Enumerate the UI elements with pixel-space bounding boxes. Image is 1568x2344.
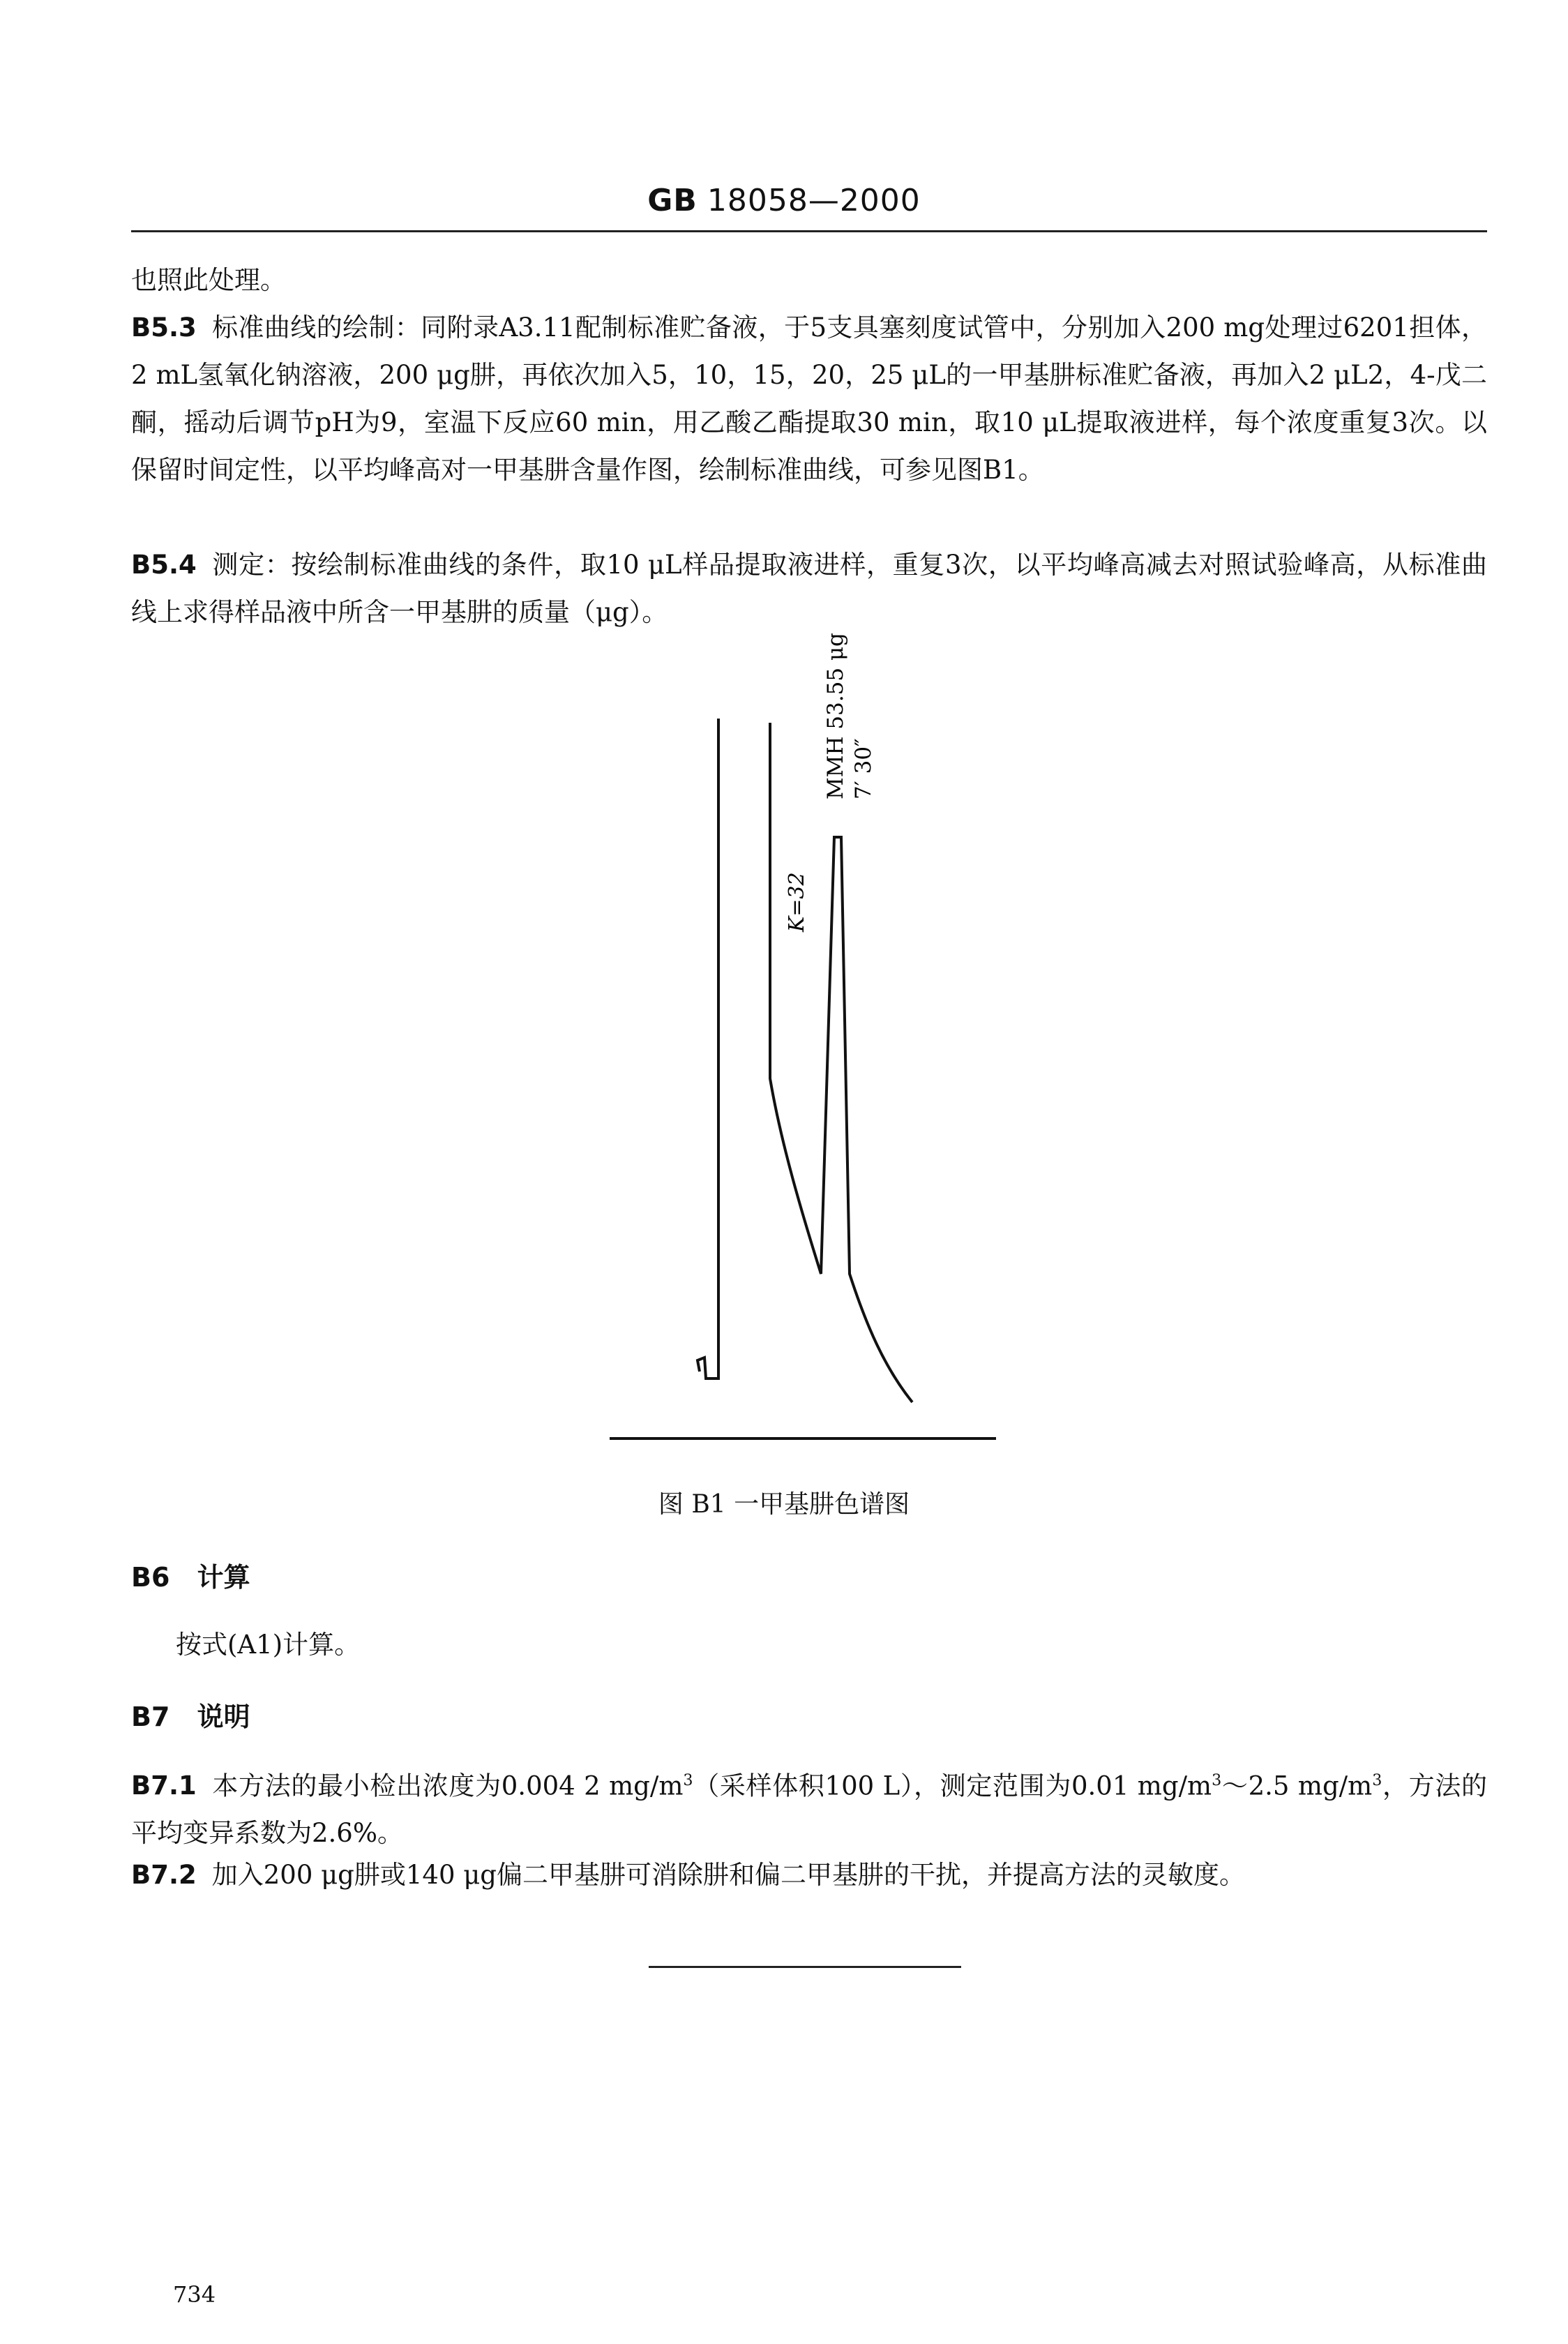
continuation-text: 也照此处理。 [131, 265, 286, 295]
paragraph-continuation [131, 257, 1487, 304]
paragraph-b5-3 [131, 304, 1487, 494]
section-label-b7: B7 [131, 1701, 170, 1732]
clause-text-b7-2: 加入200 μg肼或140 μg偏二甲基肼可消除肼和偏二甲基肼的干扰，并提高方法的灵敏度。 [211, 1860, 1245, 1890]
superscript-3: 3 [683, 1771, 693, 1789]
b7-1-text-b: （采样体积100 L），测定范围为0.01 mg/m [693, 1771, 1212, 1801]
clause-text-b5-3: 标准曲线的绘制：同附录A3.11配制标准贮备液，于5支具塞刻度试管中，分别加入200 mg处理过6201担体，2 mL氢氧化钠溶液，200 μg肼，再依次加入5，10，15，20，25 μL的一甲基肼标准贮备液，再加入2 μL2，4-戊二酮，摇动后调节pH为9，室温下反应60 min，用乙酸乙酯提取30 min，取10 μL提取液进样，每个浓度重复3次。以保留时间定性，以平均峰高对一甲基肼含量作图，绘制标准曲线，可参见图B1。 [131, 313, 1487, 485]
paragraph-b5-4 [131, 541, 1487, 636]
chromatogram-trace [770, 723, 912, 1402]
clause-text-b5-4: 测定：按绘制标准曲线的条件，取10 μL样品提取液进样，重复3次，以平均峰高减去对照试验峰高，从标准曲线上求得样品液中所含一甲基肼的质量（μg）。 [131, 550, 1487, 627]
clause-label-b5-4: B5.4 [131, 550, 197, 580]
figure-caption: 图 B1 一甲基肼色谱图 [658, 1490, 910, 1519]
clause-label-b5-3: B5.3 [131, 313, 197, 343]
clause-label-b7-2: B7.2 [131, 1860, 197, 1890]
superscript-3: 3 [1212, 1771, 1222, 1789]
superscript-3: 3 [1372, 1771, 1382, 1789]
b7-1-text-d: ，方法的平均变异系数为2.6%。 [131, 1771, 1487, 1849]
clause-label-b7-1: B7.1 [131, 1771, 197, 1801]
paragraph-b7-2 [131, 1851, 1487, 1899]
injection-trace [698, 719, 718, 1378]
peak-label: MMH 53.55 μg [823, 633, 848, 799]
section-label-b6: B6 [131, 1562, 170, 1593]
retention-time-label: 7′ 30″ [851, 738, 876, 799]
standard-prefix: GB [647, 183, 698, 218]
header-rule [131, 230, 1487, 232]
page-number: 734 [173, 2281, 216, 2308]
b6-text: 按式(A1)计算。 [176, 1630, 361, 1660]
b7-1-text-a: 本方法的最小检出浓度为0.004 2 mg/m [211, 1771, 684, 1801]
b7-1-text-c: ～2.5 mg/m [1221, 1771, 1373, 1801]
section-heading-b7 [131, 1695, 250, 1734]
section-heading-b6 [131, 1556, 250, 1594]
paragraph-b7-1 [131, 1757, 1487, 1857]
page-header [0, 183, 1568, 218]
attenuation-label: K=32 [785, 872, 809, 932]
section-title-b7: 说明 [197, 1701, 250, 1732]
section-title-b6: 计算 [197, 1562, 250, 1593]
end-rule [649, 1966, 961, 1968]
standard-number: 18058—2000 [707, 183, 921, 218]
paragraph-b6 [131, 1621, 1487, 1669]
